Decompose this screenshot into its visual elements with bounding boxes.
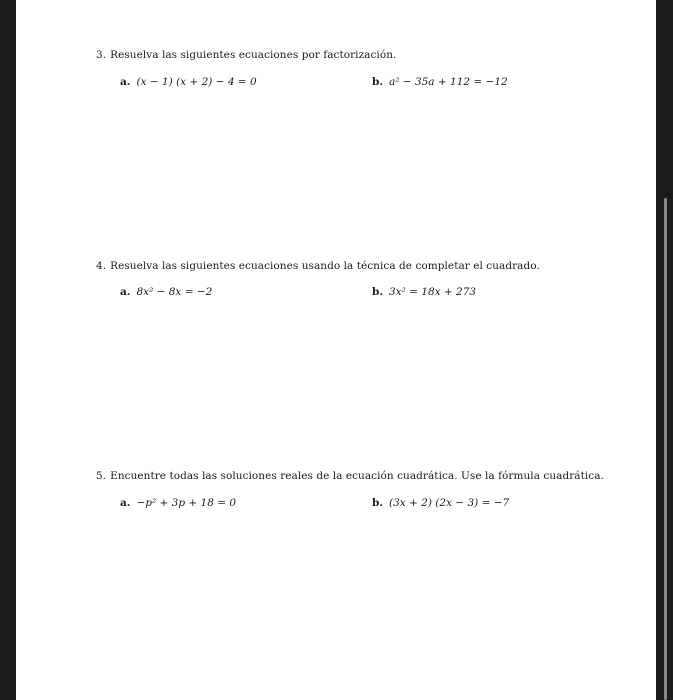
item-label: b. bbox=[372, 76, 383, 88]
question-4 bbox=[96, 260, 540, 272]
scrollbar-thumb[interactable] bbox=[664, 198, 667, 700]
item-label: b. bbox=[372, 286, 383, 298]
question-number: 4. bbox=[96, 260, 107, 272]
question-5-item-b bbox=[372, 497, 509, 509]
equation: (x − 1) (x + 2) − 4 = 0 bbox=[136, 76, 257, 88]
equation: (3x + 2) (2x − 3) = −7 bbox=[389, 497, 510, 509]
item-label: a. bbox=[120, 286, 131, 298]
left-edge-strip bbox=[0, 0, 16, 700]
question-5 bbox=[96, 470, 604, 482]
question-3-item-a bbox=[120, 76, 257, 88]
question-4-item-a bbox=[120, 286, 212, 298]
equation: 3x² = 18x + 273 bbox=[389, 286, 477, 298]
item-label: b. bbox=[372, 497, 383, 509]
document-page bbox=[16, 0, 656, 700]
question-number: 5. bbox=[96, 470, 107, 482]
equation: −p² + 3p + 18 = 0 bbox=[136, 497, 237, 509]
question-5-item-a bbox=[120, 497, 236, 509]
question-4-item-b bbox=[372, 286, 476, 298]
item-label: a. bbox=[120, 76, 131, 88]
equation: 8x² − 8x = −2 bbox=[136, 286, 213, 298]
question-prompt: Resuelva las siguientes ecuaciones usando la técnica de completar el cuadrado. bbox=[110, 260, 540, 272]
question-3-item-b bbox=[372, 76, 508, 88]
question-number: 3. bbox=[96, 49, 107, 61]
question-prompt: Resuelva las siguientes ecuaciones por factorización. bbox=[110, 49, 397, 61]
equation: a² − 35a + 112 = −12 bbox=[389, 76, 508, 88]
question-prompt: Encuentre todas las soluciones reales de la ecuación cuadrática. Use la fórmula cuadrática. bbox=[110, 470, 604, 482]
question-3 bbox=[96, 49, 396, 61]
item-label: a. bbox=[120, 497, 131, 509]
